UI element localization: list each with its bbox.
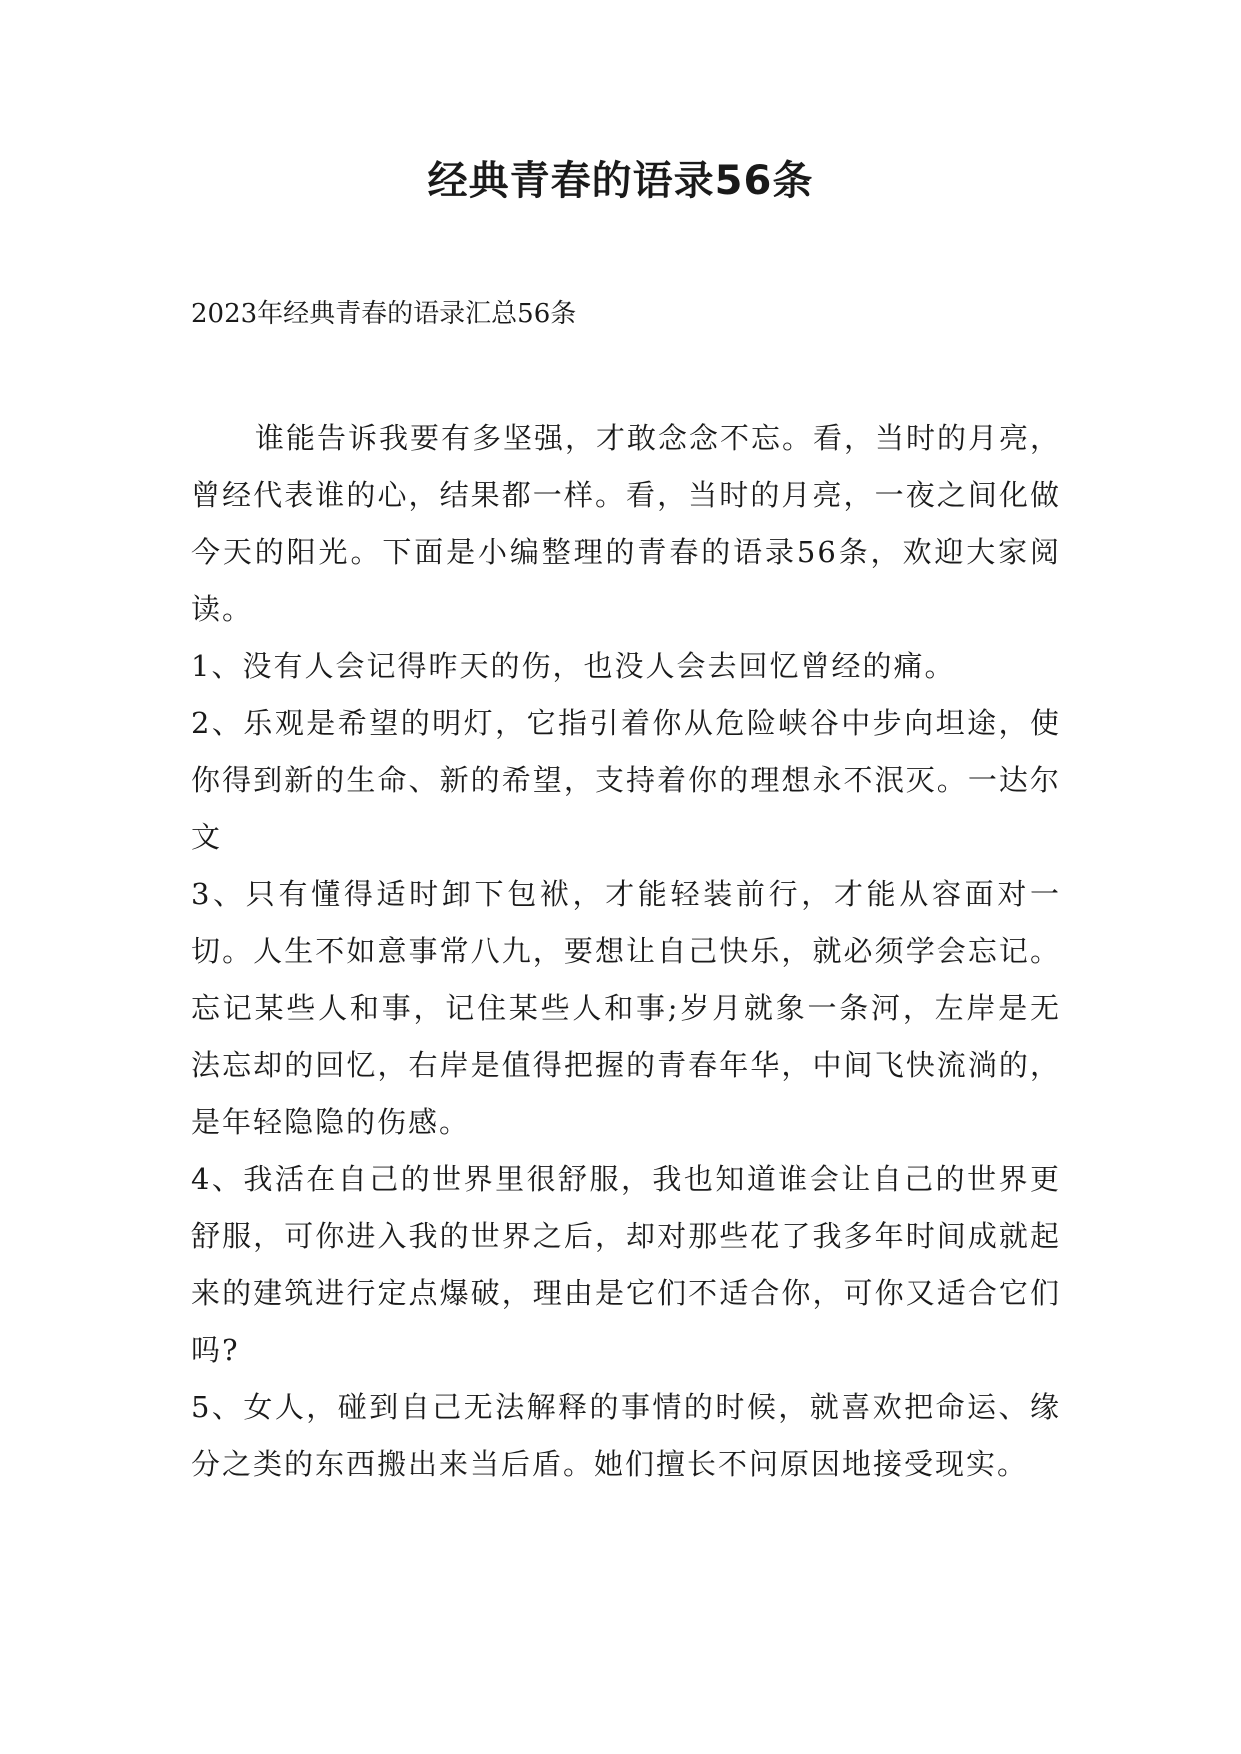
quote-item-4: 4、我活在自己的世界里很舒服，我也知道谁会让自己的世界更舒服，可你进入我的世界之后，却对那些花了我多年时间成就起来的建筑进行定点爆破，理由是它们不适合你，可你又适合它们吗? (191, 1162, 1061, 1367)
document-subtitle: 2023年经典青春的语录汇总56条 (191, 299, 577, 329)
quote-item-1: 1、没有人会记得昨天的伤，也没人会去回忆曾经的痛。 (191, 649, 956, 683)
intro-paragraph: 谁能告诉我要有多坚强，才敢念念不忘。看，当时的月亮，曾经代表谁的心，结果都一样。看，当时的月亮，一夜之间化做今天的阳光。下面是小编整理的青春的语录56条，欢迎大家阅读。 (191, 421, 1062, 626)
quote-item-5: 5、女人，碰到自己无法解释的事情的时候，就喜欢把命运、缘分之类的东西搬出来当后盾。她们擅长不问原因地接受现实。 (191, 1390, 1061, 1481)
quote-item-2: 2、乐观是希望的明灯，它指引着你从危险峡谷中步向坦途，使你得到新的生命、新的希望，支持着你的理想永不泯灭。一达尔文 (191, 706, 1061, 854)
quote-item-3: 3、只有懂得适时卸下包袱，才能轻装前行，才能从容面对一切。人生不如意事常八九，要想让自己快乐，就必须学会忘记。忘记某些人和事，记住某些人和事;岁月就象一条河，左岸是无法忘却的回忆，右岸是值得把握的青春年华，中间飞快流淌的，是年轻隐隐的伤感。 (191, 877, 1061, 1139)
document-body (191, 410, 1061, 1493)
document-title: 经典青春的语录56条 (427, 158, 814, 204)
